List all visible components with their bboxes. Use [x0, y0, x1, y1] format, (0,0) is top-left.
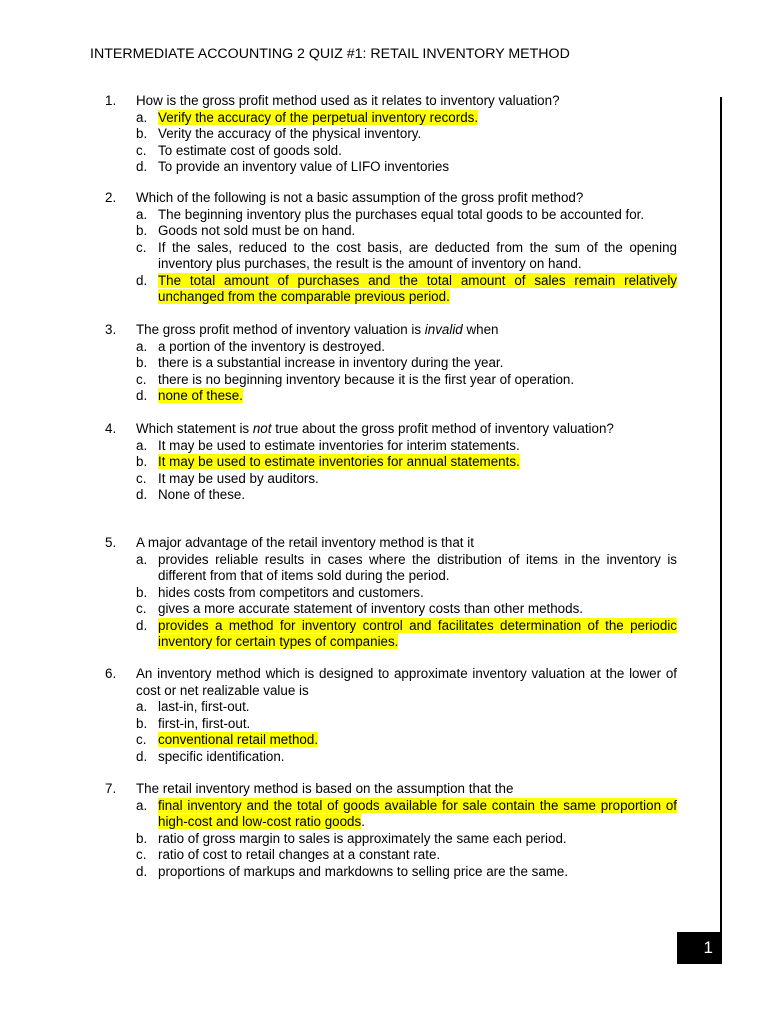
option-a — [105, 699, 677, 716]
option-letter: d. — [136, 388, 148, 403]
option-text: last-in, first-out. — [158, 699, 250, 714]
option-letter: b. — [136, 454, 148, 469]
highlighted-answer: conventional retail method. — [158, 732, 319, 747]
option-b — [105, 716, 677, 733]
option-letter: b. — [136, 126, 148, 141]
option-d — [105, 388, 677, 405]
option-c — [105, 847, 677, 864]
question-text: true about the gross profit method of inventory valuation? — [271, 421, 614, 436]
option-c — [105, 372, 677, 389]
highlighted-answer: none of these. — [158, 388, 243, 403]
option-b — [105, 223, 677, 240]
option-c — [105, 471, 677, 488]
question-7 — [105, 781, 677, 880]
option-letter: b. — [136, 715, 148, 731]
question-emphasis: invalid — [424, 322, 463, 337]
option-letter: a. — [136, 797, 148, 813]
option-letter: d. — [136, 617, 148, 633]
question-emphasis: not — [252, 421, 272, 436]
option-d — [105, 749, 677, 766]
quiz-title: INTERMEDIATE ACCOUNTING 2 QUIZ #1: RETAIL INVENTORY METHOD — [90, 46, 570, 62]
option-b — [105, 454, 677, 471]
option-letter: d. — [136, 748, 148, 764]
option-text: None of these. — [158, 487, 246, 502]
option-text: first-in, first-out. — [158, 715, 251, 731]
option-b — [105, 831, 677, 848]
option-c — [105, 143, 677, 160]
option-letter: d. — [136, 272, 148, 288]
question-1 — [105, 93, 677, 176]
question-4 — [105, 421, 677, 504]
option-text: To estimate cost of goods sold. — [158, 142, 342, 158]
question-stem — [105, 322, 677, 339]
page-number: 1 — [703, 938, 713, 957]
option-letter: a. — [136, 109, 148, 125]
option-a — [105, 110, 677, 127]
question-number: 1. — [105, 93, 117, 108]
question-6 — [105, 666, 677, 765]
option-text: Goods not sold must be on hand. — [158, 223, 356, 238]
option-suffix: . — [361, 814, 365, 829]
option-text: a portion of the inventory is destroyed. — [158, 338, 386, 354]
option-a — [105, 438, 677, 455]
option-letter: c. — [136, 371, 147, 387]
option-letter: a. — [136, 338, 148, 354]
option-a — [105, 339, 677, 356]
option-d — [105, 487, 677, 504]
option-letter: a. — [136, 699, 148, 714]
option-text: provides reliable results in cases where the distribution of items in the inventory is different from that of items sold during the period. — [158, 551, 677, 583]
question-number: 3. — [105, 322, 117, 337]
option-letter: c. — [136, 847, 147, 862]
option-a — [105, 207, 677, 224]
option-text: It may be used by auditors. — [158, 470, 319, 486]
option-d — [105, 273, 677, 306]
question-2 — [105, 190, 677, 306]
option-letter: a. — [136, 551, 148, 567]
option-text: It may be used to estimate inventories for interim statements. — [158, 437, 520, 453]
option-text: there is no beginning inventory because it is the first year of operation. — [158, 371, 575, 387]
question-5 — [105, 535, 677, 651]
question-stem — [105, 535, 677, 552]
option-c — [105, 601, 677, 618]
option-a — [105, 552, 677, 585]
highlighted-answer: Verify the accuracy of the perpetual inventory records. — [158, 109, 479, 125]
question-stem — [105, 781, 677, 798]
option-letter: c. — [136, 142, 147, 158]
option-letter: b. — [136, 223, 148, 238]
option-letter: d. — [136, 159, 148, 174]
question-text: A major advantage of the retail inventory method is that it — [136, 535, 474, 550]
question-text: How is the gross profit method used as it relates to inventory valuation? — [136, 93, 560, 108]
option-a — [105, 798, 677, 831]
option-letter: a. — [136, 206, 148, 222]
option-letter: c. — [136, 239, 147, 255]
option-text: If the sales, reduced to the cost basis, are deducted from the sum of the opening inventory plus purchases, the result is the amount of inventory on hand. — [158, 239, 677, 271]
option-b — [105, 585, 677, 602]
option-letter: c. — [136, 470, 147, 486]
highlighted-answer: final inventory and the total of goods available for sale contain the same proportion of high-cost and low-cost ratio goods — [158, 797, 677, 829]
option-text: specific identification. — [158, 748, 285, 764]
option-b — [105, 355, 677, 372]
question-number: 6. — [105, 666, 117, 681]
option-letter: d. — [136, 487, 148, 502]
option-letter: b. — [136, 355, 148, 370]
question-3 — [105, 322, 677, 405]
right-margin-rule — [720, 97, 722, 962]
question-stem — [105, 190, 677, 207]
question-text: The gross profit method of inventory valuation is — [136, 322, 425, 337]
question-number: 2. — [105, 190, 117, 205]
option-letter: a. — [136, 437, 148, 453]
option-d — [105, 618, 677, 651]
option-letter: c. — [136, 732, 147, 747]
option-text: there is a substantial increase in inventory during the year. — [158, 355, 504, 370]
question-number: 4. — [105, 421, 117, 436]
option-letter: b. — [136, 584, 148, 600]
option-text: ratio of cost to retail changes at a constant rate. — [158, 847, 441, 862]
option-text: ratio of gross margin to sales is approximately the same each period. — [158, 830, 567, 846]
question-text: when — [462, 322, 499, 337]
highlighted-answer: It may be used to estimate inventories for annual statements. — [158, 454, 520, 469]
question-text: An inventory method which is designed to approximate inventory valuation at the lower of cost or net realizable value is — [136, 666, 677, 698]
option-text: proportions of markups and markdowns to selling price are the same. — [158, 863, 569, 879]
highlighted-answer: The total amount of purchases and the total amount of sales remain relatively unchanged from the comparable previous period. — [158, 272, 677, 304]
option-letter: d. — [136, 863, 148, 879]
option-letter: c. — [136, 601, 147, 616]
question-stem — [105, 93, 677, 110]
option-letter: b. — [136, 830, 148, 846]
question-number: 5. — [105, 535, 117, 550]
question-text: Which of the following is not a basic assumption of the gross profit method? — [136, 190, 584, 205]
option-b — [105, 126, 677, 143]
option-c — [105, 240, 677, 273]
option-text: The beginning inventory plus the purchases equal total goods to be accounted for. — [158, 206, 645, 222]
option-text: Verity the accuracy of the physical inventory. — [158, 126, 422, 141]
question-number: 7. — [105, 781, 117, 796]
question-stem — [105, 666, 677, 699]
option-text: hides costs from competitors and customers. — [158, 584, 424, 600]
option-c — [105, 732, 677, 749]
question-text: Which statement is — [136, 421, 253, 436]
question-text: The retail inventory method is based on the assumption that the — [136, 781, 514, 796]
option-text: gives a more accurate statement of inventory costs than other methods. — [158, 601, 583, 616]
page-number-box — [677, 932, 722, 964]
option-d — [105, 864, 677, 881]
highlighted-answer: provides a method for inventory control and facilitates determination of the periodic inventory for certain types of companies. — [158, 617, 677, 649]
option-text: To provide an inventory value of LIFO inventories — [158, 159, 450, 174]
option-d — [105, 159, 677, 176]
question-stem — [105, 421, 677, 438]
